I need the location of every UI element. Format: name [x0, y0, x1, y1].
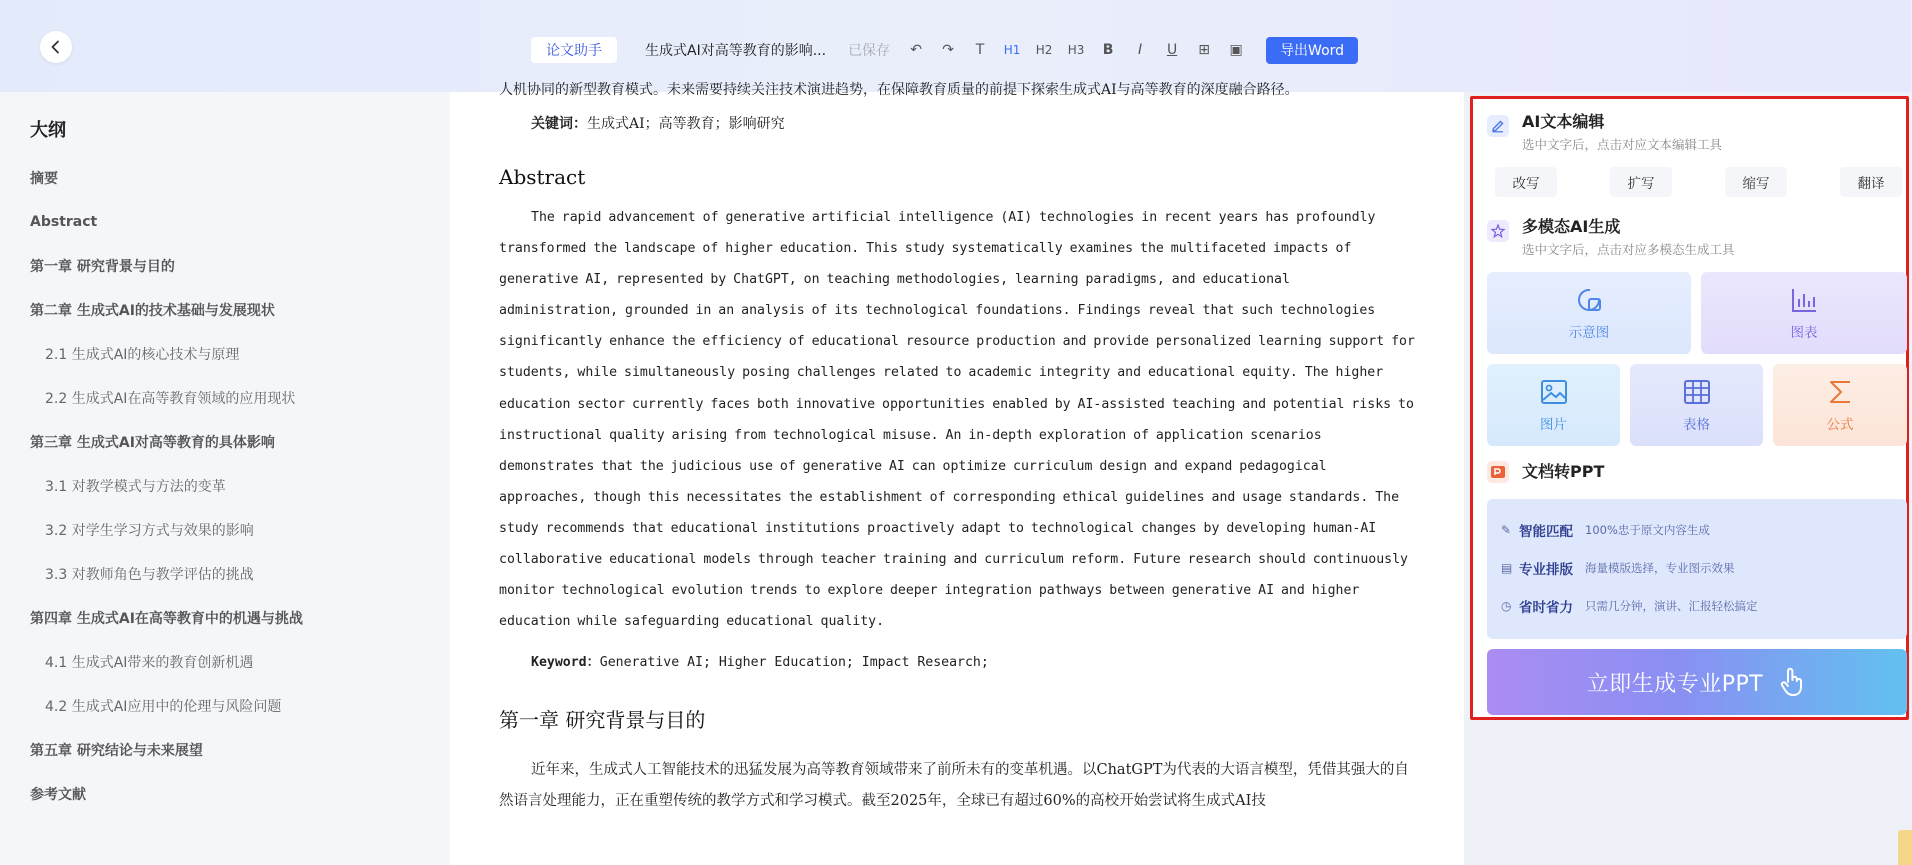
translate-button[interactable]: 翻译 [1840, 167, 1902, 197]
table-label: 表格 [1683, 417, 1710, 433]
chapter1-heading[interactable]: 第一章 研究背景与目的 [499, 708, 706, 733]
image-icon[interactable]: ▣ [1229, 42, 1243, 58]
outline-item[interactable]: 第五章 研究结论与未来展望 [30, 743, 203, 759]
sigma-icon [1825, 377, 1855, 407]
ppt-features-box [1487, 499, 1907, 639]
paper-assistant-button[interactable]: 论文助手 [531, 37, 617, 63]
ai-edit-buttons [1495, 167, 1905, 197]
diagram-label: 示意图 [1568, 325, 1610, 341]
heading2-icon[interactable]: H2 [1035, 43, 1053, 57]
outline-item[interactable]: 2.1 生成式AI的核心技术与原理 [45, 347, 240, 363]
sparkle-icon [1487, 220, 1509, 242]
ai-edit-title: AI文本编辑 [1522, 112, 1605, 131]
ppt-icon [1487, 461, 1509, 483]
multimodal-subtitle: 选中文字后，点击对应多模态生成工具 [1522, 242, 1735, 257]
outline-item[interactable]: Abstract [30, 214, 98, 230]
outline-item[interactable]: 3.3 对教师角色与教学评估的挑战 [45, 567, 254, 583]
ai-edit-subtitle: 选中文字后，点击对应文本编辑工具 [1522, 137, 1723, 152]
edit-pen-icon [1487, 115, 1509, 137]
paragraph-partial[interactable]: 人机协同的新型教育模式。未来需要持续关注技术演进趋势，在保障教育质量的前提下探索生成式AI与高等教育的深度融合路径。 [499, 82, 1299, 98]
export-word-button[interactable]: 导出Word [1266, 37, 1358, 64]
heading1-icon[interactable]: H1 [1003, 43, 1021, 57]
ai-edit-section-header [1487, 111, 1722, 155]
shorten-button[interactable]: 缩写 [1725, 167, 1787, 197]
text-format-icon[interactable]: T [975, 42, 985, 58]
keywords-value: 生成式AI；高等教育；影响研究 [587, 116, 785, 132]
chapter1-paragraph[interactable]: 近年来，生成式人工智能技术的迅猛发展为高等教育领域带来了前所未有的变革机遇。以ChatGPT为代表的大语言模型，凭借其强大的自然语言处理能力，正在重塑传统的教学方式和学习模式。截至2025年，全球已有超过60%的高校开始尝试将生成式AI技 [499, 762, 1409, 810]
outline-item[interactable]: 4.1 生成式AI带来的教育创新机遇 [45, 655, 254, 671]
ppt-feature-row [1501, 519, 1710, 541]
abstract-heading[interactable]: Abstract [499, 165, 586, 189]
outline-item[interactable]: 3.1 对教学模式与方法的变革 [45, 479, 226, 495]
heading3-icon[interactable]: H3 [1067, 43, 1085, 57]
outline-item[interactable]: 第三章 生成式AI对高等教育的具体影响 [30, 435, 275, 451]
table-icon[interactable]: ⊞ [1198, 42, 1210, 58]
outline-item[interactable]: 3.2 对学生学习方式与效果的影响 [45, 523, 254, 539]
back-button[interactable] [40, 31, 72, 63]
outline-item[interactable]: 参考文献 [30, 787, 86, 803]
formula-tile[interactable] [1773, 364, 1907, 446]
outline-item[interactable]: 第四章 生成式AI在高等教育中的机遇与挑战 [30, 611, 303, 627]
save-status: 已保存 [848, 43, 891, 59]
outline-title: 大纲 [30, 120, 66, 141]
multimodal-section-header [1487, 216, 1735, 260]
keywords-label: 关键词： [531, 116, 587, 132]
ai-tools-panel [1470, 96, 1909, 720]
picture-label: 图片 [1540, 417, 1567, 433]
expand-button[interactable]: 扩写 [1610, 167, 1672, 197]
feature-title: 专业排版 [1519, 562, 1573, 578]
feature-title: 省时省力 [1519, 600, 1573, 616]
document-page[interactable] [450, 82, 1464, 865]
chart-tile[interactable] [1701, 272, 1907, 354]
outline-item[interactable]: 第二章 生成式AI的技术基础与发展现状 [30, 303, 275, 319]
table-icon [1682, 377, 1712, 407]
multimodal-title: 多模态AI生成 [1522, 217, 1621, 236]
keywords-line[interactable] [499, 112, 1415, 136]
outline-item[interactable]: 2.2 生成式AI在高等教育领域的应用现状 [45, 391, 296, 407]
ppt-section-header [1487, 461, 1604, 483]
feature-desc: 100%忠于原文内容生成 [1585, 523, 1710, 537]
chart-label: 图表 [1790, 325, 1818, 341]
picture-icon [1539, 377, 1569, 407]
outline-list [0, 156, 450, 816]
outline-item[interactable]: 第一章 研究背景与目的 [30, 259, 175, 275]
bar-chart-icon [1789, 285, 1819, 315]
pen-icon: ✎ [1501, 523, 1512, 537]
picture-tile[interactable] [1487, 364, 1620, 446]
feature-desc: 海量模版选择，专业图示效果 [1585, 561, 1735, 575]
document-area [450, 82, 1464, 865]
corner-decoration [1898, 830, 1912, 865]
diagram-icon [1574, 285, 1604, 315]
generate-ppt-button[interactable] [1487, 649, 1907, 715]
table-tile[interactable] [1630, 364, 1763, 446]
keywords-en-label: Keyword： [531, 655, 600, 671]
undo-icon[interactable]: ↶ [910, 42, 922, 58]
underline-icon[interactable]: U [1166, 42, 1178, 58]
diagram-tile[interactable] [1487, 272, 1691, 354]
redo-icon[interactable]: ↷ [942, 42, 954, 58]
document-title[interactable]: 生成式AI对高等教育的影响... [645, 43, 827, 59]
outline-sidebar [0, 92, 450, 865]
abstract-paragraph[interactable]: The rapid advancement of generative artificial intelligence (AI) technologies in recent years has profoundly transformed the landscape of higher education. This study systematically examines the multifaceted impacts of generative AI, represented by ChatGPT, on teaching methodologies, learning paradigms, and educational administration, grounded in an analysis of its technological foundations. Findings reveal that such technologies significantly enhance the efficiency of educational resource production and provide personalized learning support for students, while simultaneously posing challenges related to academic integrity and educational equity. The higher education sector currently faces both innovative opportunities enabled by AI-assisted teaching and potential risks to instructional quality arising from technological misuse. An in-depth exploration of application scenarios demonstrates that the judicious use of generative AI can optimize curriculum design and expand pedagogical approaches, though this necessitates the establishment of corresponding ethical guidelines and usage standards. The study recommends that educational institutions proactively adapt to technological changes by developing human-AI collaborative educational models through teacher training and curriculum reform. Future research should continuously monitor technological evolution trends to explore deeper integration pathways between generative AI and higher education while safeguarding educational quality. [499, 210, 1415, 630]
outline-item[interactable]: 4.2 生成式AI应用中的伦理与风险问题 [45, 699, 282, 715]
chevron-left-icon [49, 40, 63, 54]
generate-ppt-label: 立即生成专业PPT [1586, 671, 1764, 697]
bold-icon[interactable]: B [1102, 42, 1114, 58]
ppt-feature-row [1501, 595, 1758, 617]
ppt-feature-row [1501, 557, 1735, 579]
feature-title: 智能匹配 [1519, 524, 1573, 540]
keywords-en-line[interactable] [499, 651, 1415, 675]
editor-toolbar [531, 36, 1358, 64]
rewrite-button[interactable]: 改写 [1495, 167, 1557, 197]
ppt-title: 文档转PPT [1522, 462, 1605, 481]
italic-icon[interactable]: I [1137, 42, 1143, 58]
feature-desc: 只需几分钟，演讲、汇报轻松搞定 [1585, 599, 1758, 613]
outline-item[interactable]: 摘要 [30, 171, 58, 187]
formula-label: 公式 [1826, 417, 1854, 433]
keywords-en-value: Generative AI; Higher Education; Impact Research; [599, 655, 989, 671]
hand-pointer-icon [1777, 666, 1807, 698]
clock-icon: ◷ [1501, 599, 1512, 613]
layout-icon: ▤ [1501, 561, 1513, 575]
